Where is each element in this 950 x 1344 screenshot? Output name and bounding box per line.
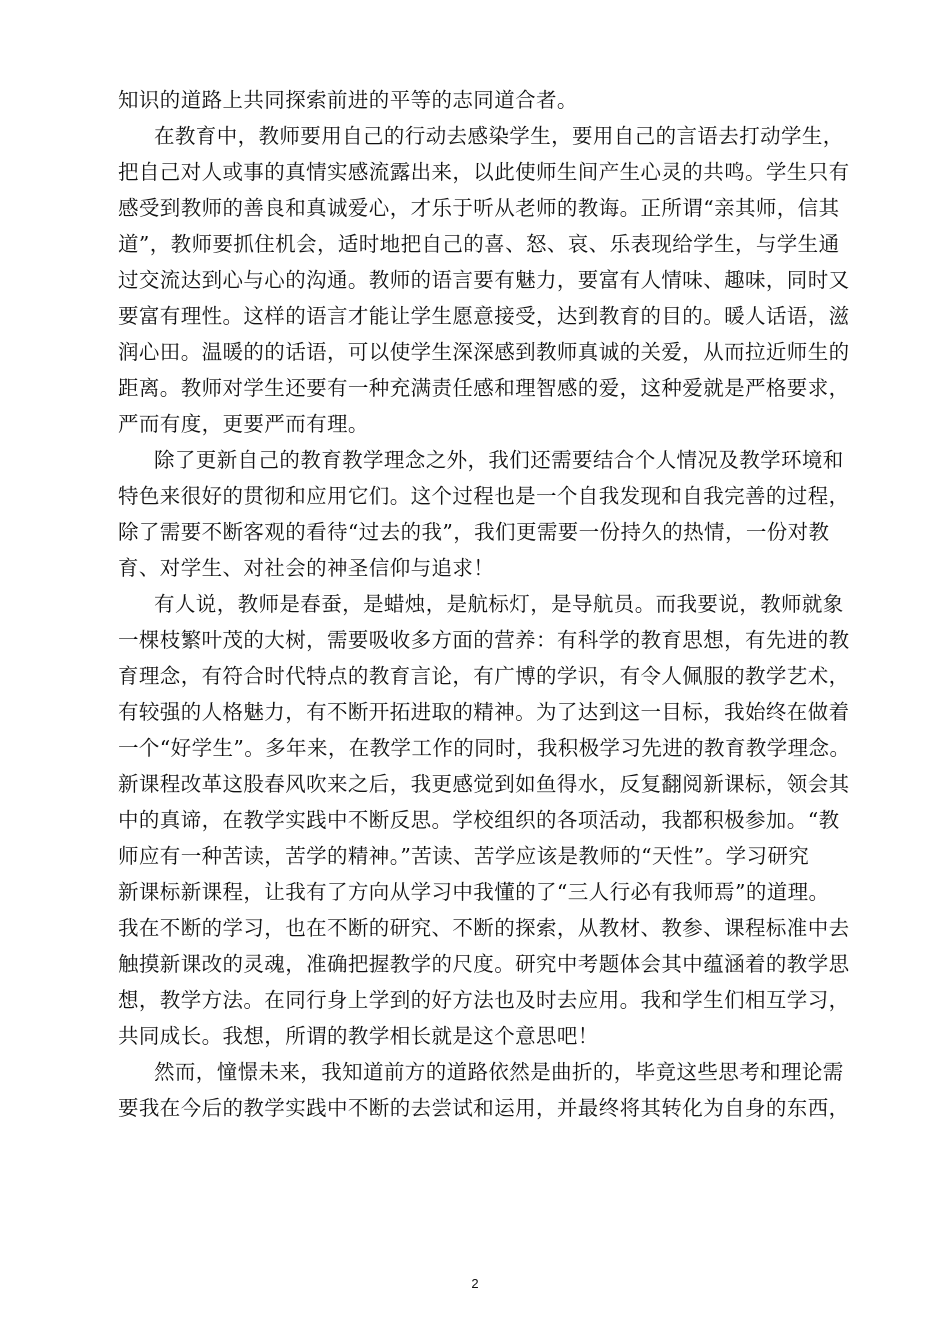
text-line: 除了需要不断客观的看待“过去的我”，我们更需要一份持久的热情，一份对教: [118, 520, 830, 544]
text-line: 育、对学生、对社会的神圣信仰与追求！: [118, 556, 495, 580]
text-line: 新课程改革这股春风吹来之后，我更感觉到如鱼得水，反复翻阅新课标，领会其: [118, 772, 850, 796]
text-line: 严而有度，更要严而有理。: [118, 412, 369, 436]
text-line: 想，教学方法。在同行身上学到的好方法也及时去应用。我和学生们相互学习，: [118, 988, 850, 1012]
text-line: 触摸新课改的灵魂，准确把握教学的尺度。研究中考题体会其中蕴涵着的教学思: [118, 952, 850, 976]
page-number: 2: [471, 1276, 479, 1291]
text-line: 我在不断的学习，也在不断的研究、不断的探索，从教材、教参、课程标准中去: [118, 916, 850, 940]
text-line: 一个“好学生”。多年来，在教学工作的同时，我积极学习先进的教育教学理念。: [118, 736, 851, 760]
text-line: 有较强的人格魅力，有不断开拓进取的精神。为了达到这一目标，我始终在做着: [118, 700, 850, 724]
paragraph-first-line: 除了更新自己的教育教学理念之外，我们还需要结合个人情况及教学环境和: [154, 448, 844, 472]
text-line: 过交流达到心与心的沟通。教师的语言要有魅力，要富有人情味、趣味，同时又: [118, 268, 850, 292]
text-line: 师应有一种苦读，苦学的精神。”苦读、苦学应该是教师的“天性”。学习研究: [118, 844, 810, 868]
text-line: 把自己对人或事的真情实感流露出来，以此使师生间产生心灵的共鸣。学生只有: [118, 160, 850, 184]
paragraph-first-line: 有人说，教师是春蚕，是蜡烛，是航标灯，是导航员。而我要说，教师就象: [154, 592, 844, 616]
text-line: 感受到教师的善良和真诚爱心，才乐于听从老师的教诲。正所谓“亲其师，信其: [118, 196, 840, 220]
text-line: 新课标新课程，让我有了方向从学习中我懂的了“三人行必有我师焉”的道理。: [118, 880, 830, 904]
paragraph-first-line: 在教育中，教师要用自己的行动去感染学生，要用自己的言语去打动学生，: [154, 124, 844, 148]
text-line: 要我在今后的教学实践中不断的去尝试和运用，并最终将其转化为自身的东西，: [118, 1096, 850, 1120]
text-line: 特色来很好的贯彻和应用它们。这个过程也是一个自我发现和自我完善的过程，: [118, 484, 850, 508]
text-line: 中的真谛，在教学实践中不断反思。学校组织的各项活动，我都积极参加。“教: [118, 808, 840, 832]
text-line: 知识的道路上共同探索前进的平等的志同道合者。: [118, 88, 578, 112]
text-line: 要富有理性。这样的语言才能让学生愿意接受，达到教育的目的。暖人话语，滋: [118, 304, 850, 328]
text-line: 道”，教师要抓住机会，适时地把自己的喜、怒、哀、乐表现给学生，与学生通: [118, 232, 840, 256]
text-line: 育理念，有符合时代特点的教育言论，有广博的学识，有令人佩服的教学艺术，: [118, 664, 850, 688]
text-line: 距离。教师对学生还要有一种充满责任感和理智感的爱，这种爱就是严格要求，: [118, 376, 850, 400]
text-line: 润心田。温暖的的话语，可以使学生深深感到教师真诚的关爱，从而拉近师生的: [118, 340, 850, 364]
text-line: 共同成长。我想，所谓的教学相长就是这个意思吧！: [118, 1024, 599, 1048]
text-line: 一棵枝繁叶茂的大树，需要吸收多方面的营养：有科学的教育思想，有先进的教: [118, 628, 850, 652]
paragraph-first-line: 然而，憧憬未来，我知道前方的道路依然是曲折的，毕竟这些思考和理论需: [154, 1060, 844, 1084]
